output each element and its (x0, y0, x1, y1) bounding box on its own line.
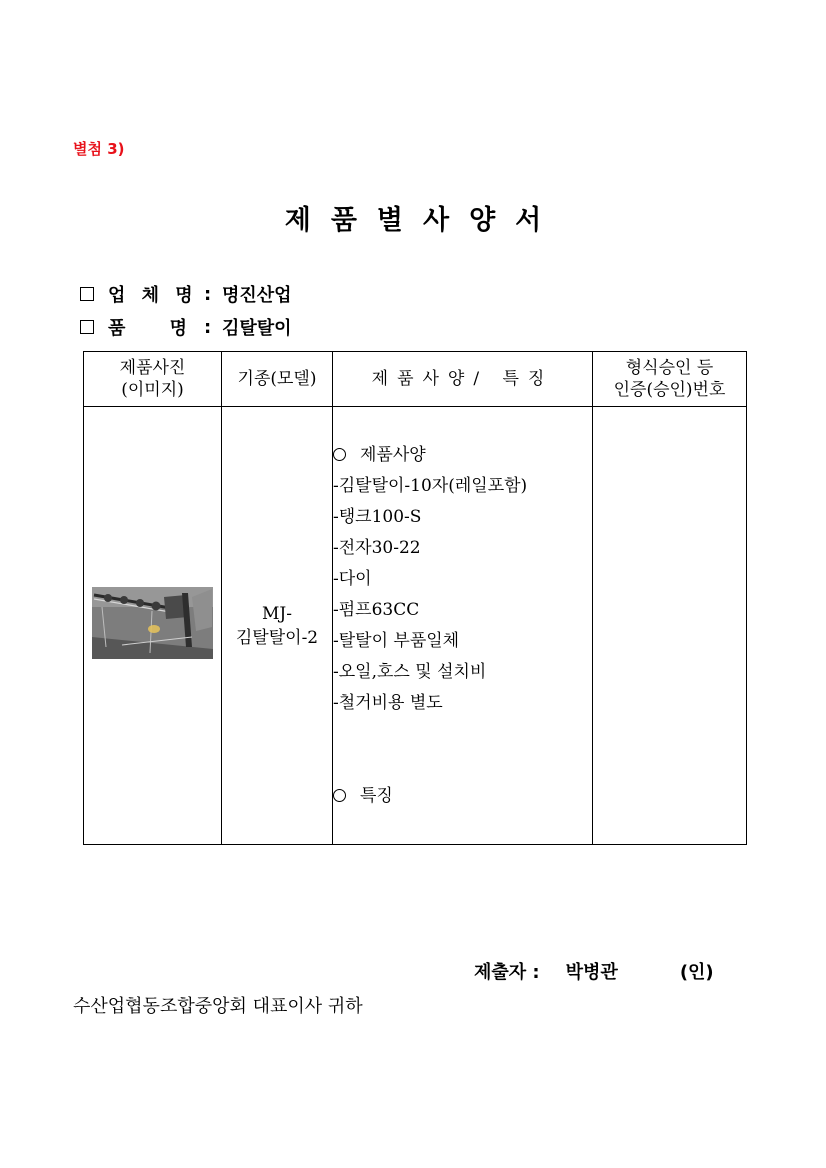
model-line2: 김탈탈이-2 (235, 627, 319, 648)
table-header-row (84, 352, 747, 407)
attachment-label: 별첨 3) (73, 140, 125, 158)
submitter-label: 제출자 : (474, 962, 540, 983)
table-row (84, 407, 747, 845)
header-cert-line1: 형식승인 등 (625, 358, 714, 378)
circle-bullet-icon (333, 448, 346, 461)
header-cert (593, 352, 747, 407)
submitter-seal: (인) (679, 962, 714, 983)
circle-bullet-icon (333, 789, 346, 802)
addressee: 수산업협동조합중앙회 대표이사 귀하 (73, 996, 363, 1017)
spec-heading-text: 제품사양 (360, 444, 426, 465)
spec-heading (333, 440, 592, 471)
company-label: 업 체 명 (108, 285, 193, 306)
product-label: 품 명 (108, 318, 188, 339)
product-photo (92, 587, 213, 659)
company-name: 명진산업 (222, 285, 292, 306)
spec-item: -철거비용 별도 (333, 692, 443, 713)
header-model: 기종(모델) (222, 352, 333, 407)
header-photo-line2: (이미지) (121, 380, 184, 400)
spec-cell (333, 407, 593, 845)
checkbox-square-icon (80, 320, 94, 334)
product-name: 김탈탈이 (222, 318, 292, 339)
spec-item: -전자30-22 (333, 537, 421, 558)
product-row (80, 314, 292, 340)
model-cell (222, 407, 333, 845)
cert-cell (593, 407, 747, 845)
company-colon: : (204, 283, 212, 305)
submitter-name: 박병관 (565, 962, 618, 983)
spec-item: -탈탈이 부품일체 (333, 630, 460, 651)
document-title: 제품별사양서 (284, 205, 562, 236)
spec-item: -오일,호스 및 설치비 (333, 661, 487, 682)
feature-heading (333, 781, 592, 812)
header-photo-line1: 제품사진 (119, 358, 186, 378)
spec-item: -김탈탈이-10자(레일포함) (333, 475, 528, 496)
submitter-line (474, 958, 714, 984)
checkbox-square-icon (80, 287, 94, 301)
model-line1: MJ- (262, 603, 292, 624)
header-cert-line2: 인증(승인)번호 (613, 380, 726, 400)
spec-table (83, 351, 747, 845)
product-colon: : (204, 316, 212, 338)
photo-cell (84, 407, 222, 845)
product-photo-image (92, 587, 213, 659)
feature-heading-text: 특징 (360, 785, 393, 806)
spec-item: -탱크100-S (333, 506, 422, 527)
spec-item: -다이 (333, 568, 372, 589)
company-row (80, 281, 292, 307)
header-spec: 제품사양/ 특징 (333, 352, 593, 407)
header-photo (84, 352, 222, 407)
spec-item: -펌프63CC (333, 599, 420, 620)
